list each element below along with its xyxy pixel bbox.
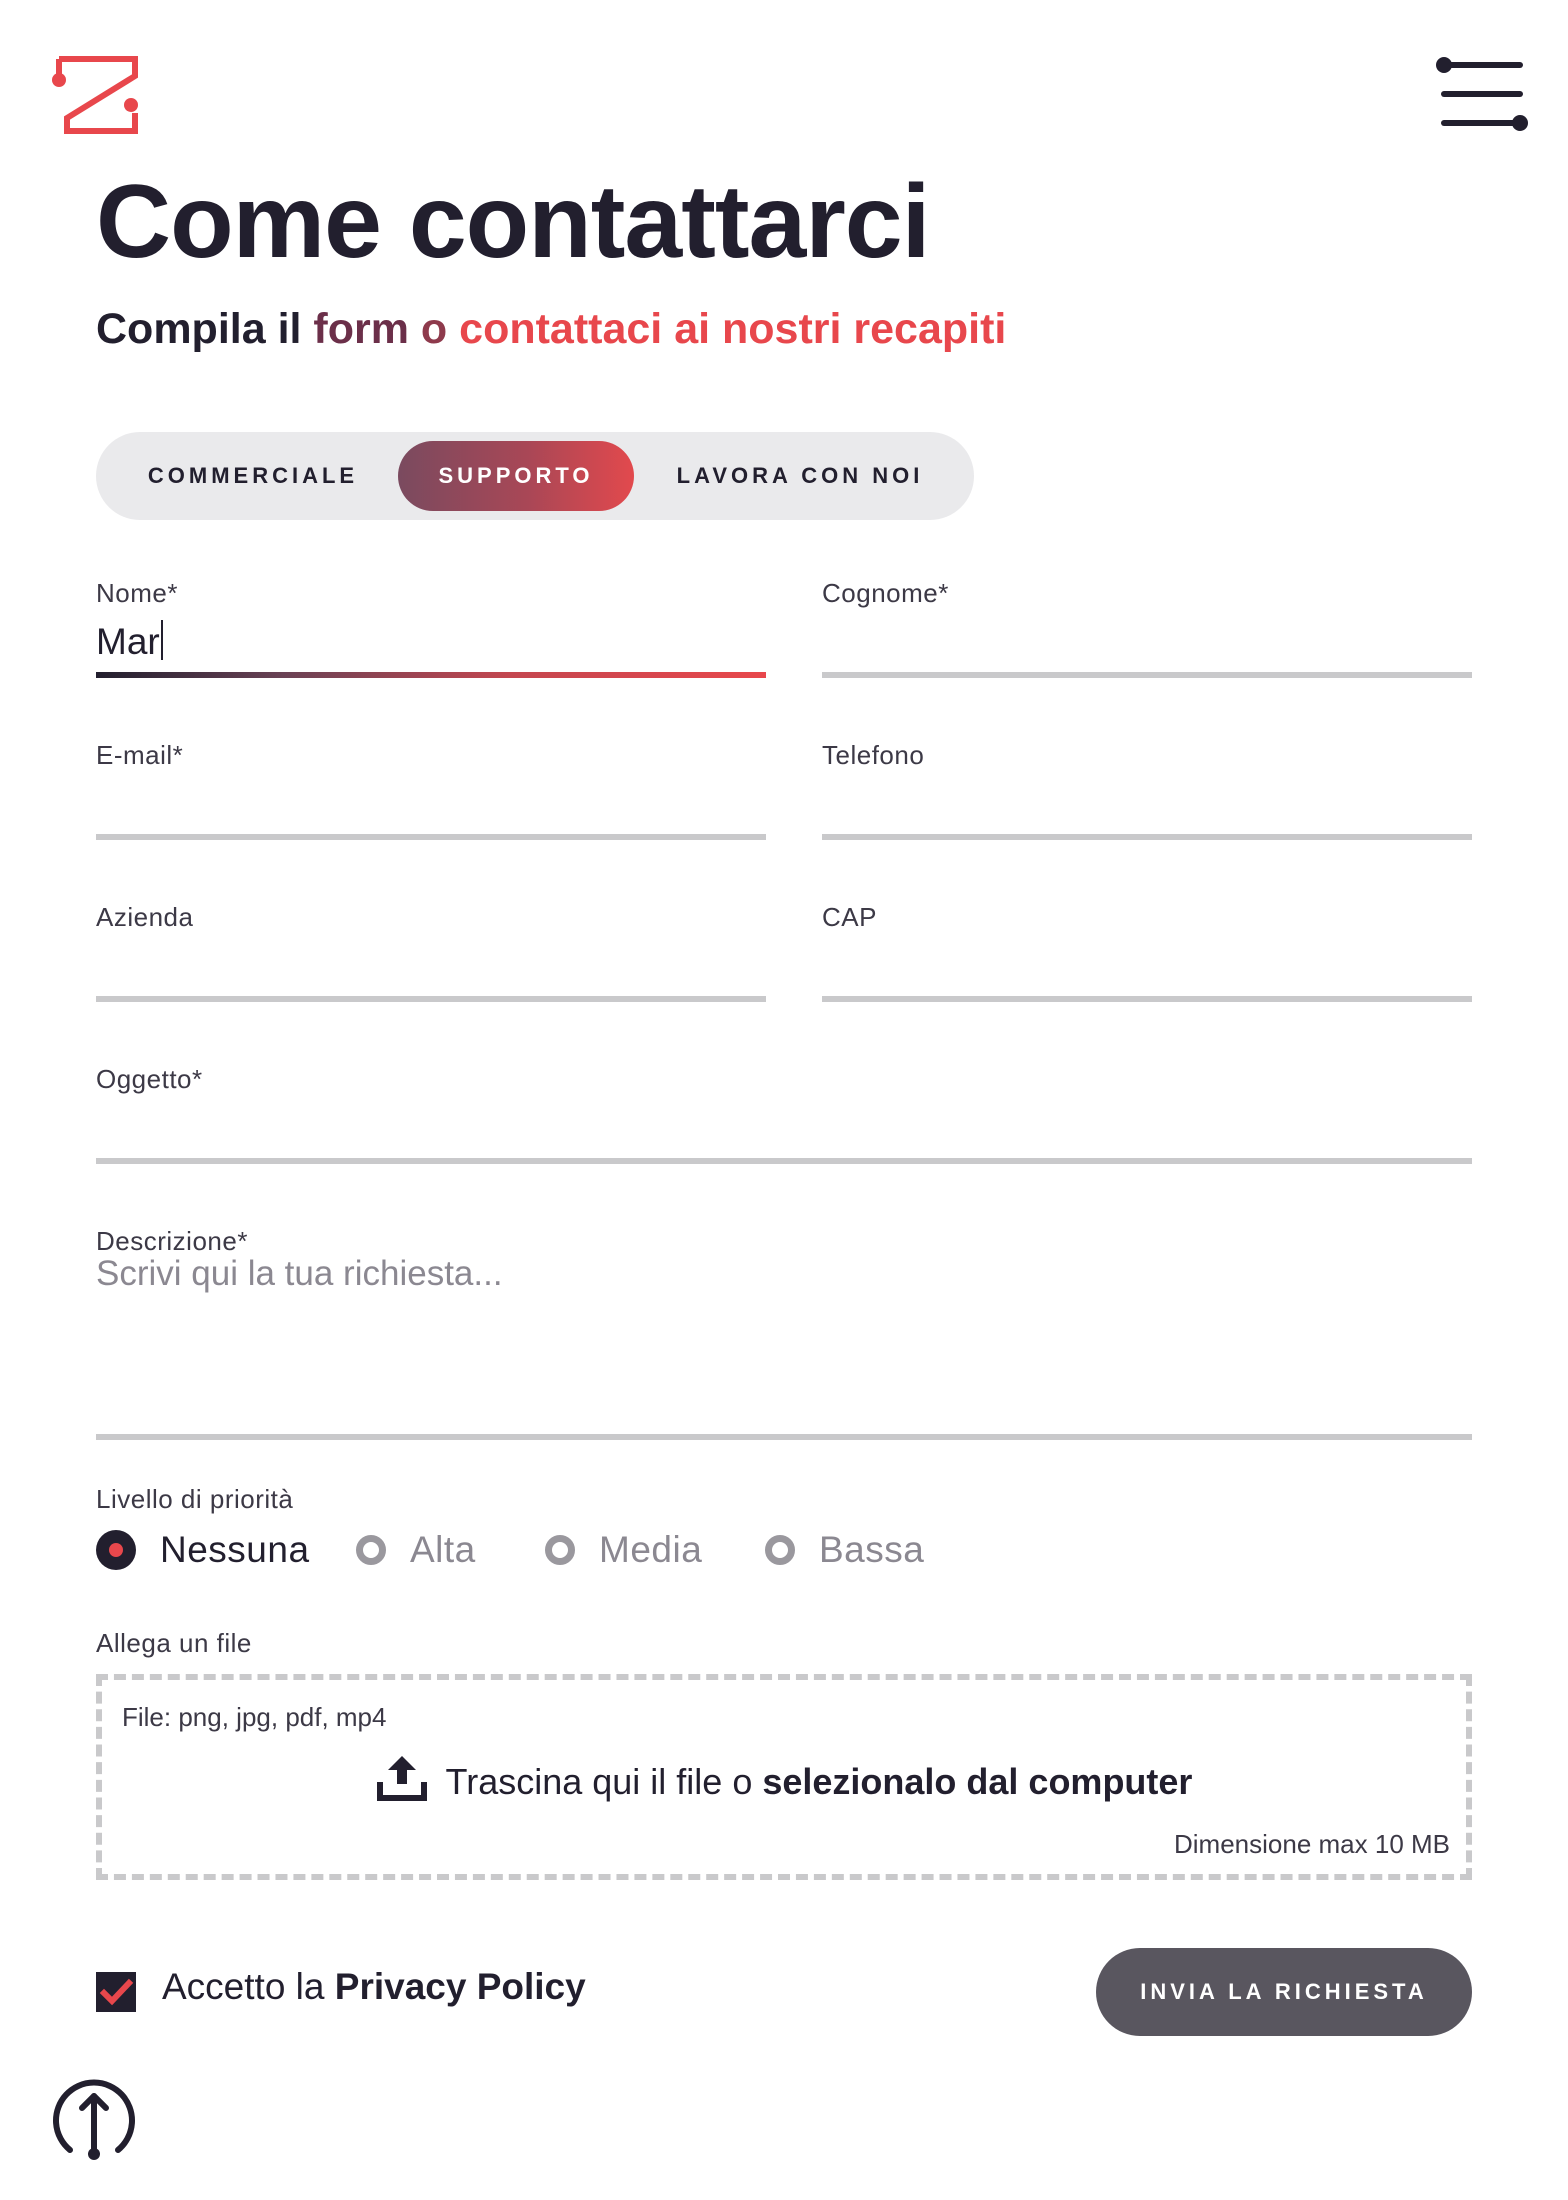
- contact-type-tabs: [96, 432, 974, 520]
- telefono-field[interactable]: [822, 740, 1472, 840]
- oggetto-underline: [96, 1158, 1472, 1164]
- subtitle-form-text: form: [313, 305, 409, 353]
- dropzone-instructions: [102, 1752, 1466, 1803]
- priority-option-label: Alta: [410, 1529, 476, 1570]
- select-file-link[interactable]: selezionalo dal computer: [762, 1761, 1193, 1802]
- tab-lavora-con-noi[interactable]: LAVORA CON NOI: [676, 463, 924, 488]
- priority-option-bassa[interactable]: [765, 1528, 924, 1572]
- oggetto-field[interactable]: [96, 1064, 1472, 1164]
- priority-option-label: Media: [599, 1529, 703, 1570]
- descrizione-underline: [96, 1434, 1472, 1440]
- priority-option-alta[interactable]: [356, 1528, 476, 1572]
- telefono-label: Telefono: [822, 740, 925, 770]
- oggetto-label: Oggetto*: [96, 1064, 203, 1094]
- nome-input[interactable]: [96, 620, 163, 663]
- nome-underline: [96, 672, 766, 678]
- priority-option-label: Nessuna: [160, 1529, 310, 1570]
- cognome-field[interactable]: [822, 578, 1472, 678]
- dropzone-text: Trascina qui il file o: [445, 1761, 763, 1802]
- tab-commerciale[interactable]: COMMERCIALE: [147, 463, 359, 488]
- brand-logo-icon[interactable]: [52, 56, 138, 134]
- privacy-checkbox[interactable]: [96, 1972, 136, 2012]
- privacy-consent-label: [162, 1966, 586, 2008]
- subtitle-text: o: [408, 305, 460, 353]
- allowed-file-types: File: png, jpg, pdf, mp4: [122, 1702, 387, 1732]
- subtitle-text: Compila il: [96, 305, 314, 353]
- checkmark-icon: [96, 1972, 136, 2012]
- descrizione-label: Descrizione*: [96, 1226, 248, 1256]
- cap-label: CAP: [822, 902, 877, 932]
- radio-icon: [356, 1535, 386, 1565]
- page-title: Come contattarci: [96, 164, 930, 280]
- nome-field[interactable]: [96, 578, 766, 678]
- nome-label: Nome*: [96, 578, 178, 608]
- privacy-policy-link[interactable]: Privacy Policy: [334, 1966, 586, 2007]
- email-label: E-mail*: [96, 740, 184, 770]
- email-field[interactable]: [96, 740, 766, 840]
- arrow-up-circle-icon[interactable]: [46, 2068, 142, 2164]
- page-subtitle: [96, 306, 1006, 353]
- radio-selected-icon: [96, 1530, 136, 1570]
- attachment-label: Allega un file: [96, 1628, 252, 1658]
- priority-label: Livello di priorità: [96, 1484, 294, 1514]
- max-file-size: Dimensione max 10 MB: [1174, 1829, 1450, 1859]
- radio-icon: [545, 1535, 575, 1565]
- cognome-underline: [822, 672, 1472, 678]
- descrizione-textarea[interactable]: Scrivi qui la tua richiesta...: [96, 1254, 503, 1293]
- priority-option-label: Bassa: [819, 1529, 925, 1570]
- telefono-underline: [822, 834, 1472, 840]
- hamburger-menu-icon[interactable]: [1436, 56, 1528, 132]
- azienda-field[interactable]: [96, 902, 766, 1002]
- consent-text: Accetto la: [162, 1966, 335, 2007]
- file-dropzone[interactable]: [96, 1674, 1472, 1880]
- priority-option-nessuna[interactable]: [96, 1528, 310, 1572]
- submit-button[interactable]: INVIA LA RICHIESTA: [1096, 1948, 1472, 2036]
- azienda-label: Azienda: [96, 902, 194, 932]
- priority-option-media[interactable]: [545, 1528, 702, 1572]
- cap-underline: [822, 996, 1472, 1002]
- radio-icon: [765, 1535, 795, 1565]
- nome-value: Mar: [96, 621, 160, 662]
- tab-supporto[interactable]: SUPPORTO: [398, 441, 634, 511]
- upload-icon: [376, 1752, 428, 1802]
- cap-field[interactable]: [822, 902, 1472, 1002]
- email-underline: [96, 834, 766, 840]
- azienda-underline: [96, 996, 766, 1002]
- text-caret: [161, 620, 163, 660]
- cognome-label: Cognome*: [822, 578, 949, 608]
- contacts-link[interactable]: contattaci ai nostri recapiti: [459, 305, 1007, 353]
